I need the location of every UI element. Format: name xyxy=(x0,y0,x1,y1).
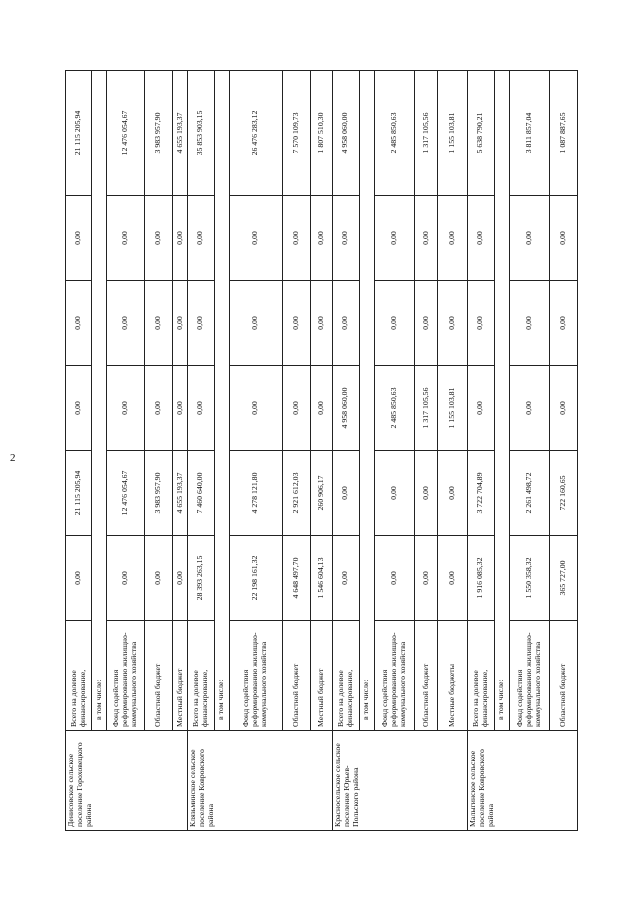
amount-cell: 1 155 103,81 xyxy=(437,71,467,196)
table-row xyxy=(229,71,282,831)
amount-cell: 0,00 xyxy=(145,196,173,281)
amount-cell: 0,00 xyxy=(173,196,188,281)
amount-cell: 0,00 xyxy=(333,451,359,536)
amount-cell: 0,00 xyxy=(468,196,494,281)
funding-table-wrapper xyxy=(65,71,578,831)
amount-cell: 0,00 xyxy=(374,196,414,281)
table-row xyxy=(310,71,333,831)
amount-cell: 0,00 xyxy=(145,366,173,451)
amount-cell: 0,00 xyxy=(415,536,438,621)
amount-cell: 3 722 704,89 xyxy=(468,451,494,536)
amount-cell: 0,00 xyxy=(107,366,145,451)
amount-cell: 0,00 xyxy=(145,281,173,366)
funding-source-label: Местный бюджет xyxy=(173,621,188,731)
table-row xyxy=(188,71,214,831)
table-row xyxy=(437,71,467,831)
amount-cell: 0,00 xyxy=(310,366,333,451)
amount-cell: 0,00 xyxy=(188,281,214,366)
amount-cell: 0,00 xyxy=(107,281,145,366)
amount-cell: 1 155 103,81 xyxy=(437,366,467,451)
amount-cell: 0,00 xyxy=(437,281,467,366)
amount-cell: 0,00 xyxy=(145,536,173,621)
funding-source-label: Всего на долевое финансирование, xyxy=(188,621,214,731)
amount-cell: 0,00 xyxy=(282,196,310,281)
table-row xyxy=(415,71,438,831)
amount-cell: 260 906,17 xyxy=(310,451,333,536)
funding-source-label: Областной бюджет xyxy=(145,621,173,731)
amount-cell: 0,00 xyxy=(437,536,467,621)
table-row xyxy=(509,71,549,831)
amount-cell: 0,00 xyxy=(107,536,145,621)
table-row xyxy=(173,71,188,831)
table-row xyxy=(494,71,509,831)
amount-cell: 0,00 xyxy=(188,366,214,451)
amount-cell: 1 317 105,56 xyxy=(415,71,438,196)
funding-source-label: Областной бюджет xyxy=(282,621,310,731)
amount-cell: 3 983 957,90 xyxy=(145,451,173,536)
amount-cell: 0,00 xyxy=(173,536,188,621)
amount-cell: 26 476 283,12 xyxy=(229,71,282,196)
funding-source-label: Областной бюджет xyxy=(415,621,438,731)
amount-cell: 12 476 054,67 xyxy=(107,71,145,196)
table-row xyxy=(214,71,229,831)
amount-cell: 0,00 xyxy=(66,536,92,621)
amount-cell: 0,00 xyxy=(333,536,359,621)
table-row xyxy=(92,71,107,831)
amount-cell: 21 115 205,94 xyxy=(66,451,92,536)
amount-cell: 4 655 193,37 xyxy=(173,451,188,536)
amount-cell: 0,00 xyxy=(310,281,333,366)
amount-cell: 4 278 121,80 xyxy=(229,451,282,536)
page-number: 2 xyxy=(10,452,16,464)
amount-cell: 0,00 xyxy=(468,281,494,366)
amount-cell: 0,00 xyxy=(107,196,145,281)
amount-cell: 0,00 xyxy=(374,281,414,366)
amount-cell: 22 198 161,32 xyxy=(229,536,282,621)
table-row xyxy=(145,71,173,831)
funding-source-label: Областной бюджет xyxy=(550,621,578,731)
amount-cell: 0,00 xyxy=(66,281,92,366)
amount-cell: 0,00 xyxy=(333,281,359,366)
amount-cell: 0,00 xyxy=(173,281,188,366)
amount-cell: 12 476 054,67 xyxy=(107,451,145,536)
amount-cell: 5 638 790,21 xyxy=(468,71,494,196)
amount-cell: 1 807 510,30 xyxy=(310,71,333,196)
amount-cell: 0,00 xyxy=(509,366,549,451)
table-row xyxy=(468,71,494,831)
funding-source-label: в том числе: xyxy=(359,71,374,731)
amount-cell: 3 811 857,04 xyxy=(509,71,549,196)
amount-cell: 0,00 xyxy=(282,281,310,366)
funding-source-label: Фонд содействия реформированию жилищно-коммунального хозяйства xyxy=(229,621,282,731)
amount-cell: 0,00 xyxy=(468,366,494,451)
amount-cell: 0,00 xyxy=(550,366,578,451)
funding-source-label: в том числе: xyxy=(92,71,107,731)
amount-cell: 4 655 193,37 xyxy=(173,71,188,196)
table-row xyxy=(333,71,359,831)
amount-cell: 4 958 060,00 xyxy=(333,71,359,196)
amount-cell: 0,00 xyxy=(229,281,282,366)
amount-cell: 7 460 640,00 xyxy=(188,451,214,536)
amount-cell: 1 916 085,32 xyxy=(468,536,494,621)
settlement-name: Клязьминское сельское поселение Ковровского района xyxy=(188,731,333,831)
funding-source-label: Всего на долевое финансирование, xyxy=(66,621,92,731)
table-row xyxy=(282,71,310,831)
amount-cell: 0,00 xyxy=(437,196,467,281)
funding-source-label: Всего на долевое финансирование, xyxy=(468,621,494,731)
amount-cell: 7 570 109,73 xyxy=(282,71,310,196)
amount-cell: 0,00 xyxy=(310,196,333,281)
amount-cell: 3 983 957,90 xyxy=(145,71,173,196)
funding-source-label: в том числе: xyxy=(214,71,229,731)
funding-source-label: Фонд содействия реформированию жилищно-коммунального хозяйства xyxy=(374,621,414,731)
funding-table xyxy=(65,70,578,831)
amount-cell: 0,00 xyxy=(509,196,549,281)
funding-table-body xyxy=(66,71,578,831)
amount-cell: 0,00 xyxy=(374,451,414,536)
amount-cell: 0,00 xyxy=(333,196,359,281)
funding-source-label: Местные бюджеты xyxy=(437,621,467,731)
amount-cell: 1 317 105,56 xyxy=(415,366,438,451)
settlement-name: Малыгинское сельское поселение Ковровского района xyxy=(468,731,578,831)
amount-cell: 722 160,65 xyxy=(550,451,578,536)
amount-cell: 0,00 xyxy=(66,366,92,451)
amount-cell: 21 115 205,94 xyxy=(66,71,92,196)
table-row xyxy=(66,71,92,831)
amount-cell: 2 485 850,63 xyxy=(374,71,414,196)
funding-source-label: в том числе: xyxy=(494,71,509,731)
amount-cell: 35 853 903,15 xyxy=(188,71,214,196)
amount-cell: 0,00 xyxy=(66,196,92,281)
amount-cell: 0,00 xyxy=(229,366,282,451)
amount-cell: 0,00 xyxy=(437,451,467,536)
amount-cell: 1 087 887,65 xyxy=(550,71,578,196)
amount-cell: 0,00 xyxy=(282,366,310,451)
settlement-name: Красносельское сельское поселение Юрьев-Польского района xyxy=(333,731,468,831)
amount-cell: 1 546 604,13 xyxy=(310,536,333,621)
funding-source-label: Всего на долевое финансирование, xyxy=(333,621,359,731)
amount-cell: 2 261 498,72 xyxy=(509,451,549,536)
amount-cell: 365 727,00 xyxy=(550,536,578,621)
amount-cell: 4 958 060,00 xyxy=(333,366,359,451)
funding-source-label: Фонд содействия реформированию жилищно-коммунального хозяйства xyxy=(107,621,145,731)
table-row xyxy=(359,71,374,831)
amount-cell: 0,00 xyxy=(188,196,214,281)
amount-cell: 0,00 xyxy=(415,451,438,536)
amount-cell: 0,00 xyxy=(415,196,438,281)
amount-cell: 4 648 497,70 xyxy=(282,536,310,621)
funding-source-label: Фонд содействия реформированию жилищно-коммунального хозяйства xyxy=(509,621,549,731)
table-row xyxy=(107,71,145,831)
amount-cell: 0,00 xyxy=(229,196,282,281)
table-row xyxy=(374,71,414,831)
amount-cell: 0,00 xyxy=(374,536,414,621)
amount-cell: 2 485 850,63 xyxy=(374,366,414,451)
amount-cell: 0,00 xyxy=(509,281,549,366)
amount-cell: 2 921 612,03 xyxy=(282,451,310,536)
amount-cell: 0,00 xyxy=(173,366,188,451)
amount-cell: 0,00 xyxy=(550,281,578,366)
settlement-name: Денисовское сельское поселение Гороховецкого района xyxy=(66,731,188,831)
table-row xyxy=(550,71,578,831)
amount-cell: 1 550 358,32 xyxy=(509,536,549,621)
amount-cell: 0,00 xyxy=(415,281,438,366)
funding-source-label: Местный бюджет xyxy=(310,621,333,731)
amount-cell: 0,00 xyxy=(550,196,578,281)
amount-cell: 28 393 263,15 xyxy=(188,536,214,621)
